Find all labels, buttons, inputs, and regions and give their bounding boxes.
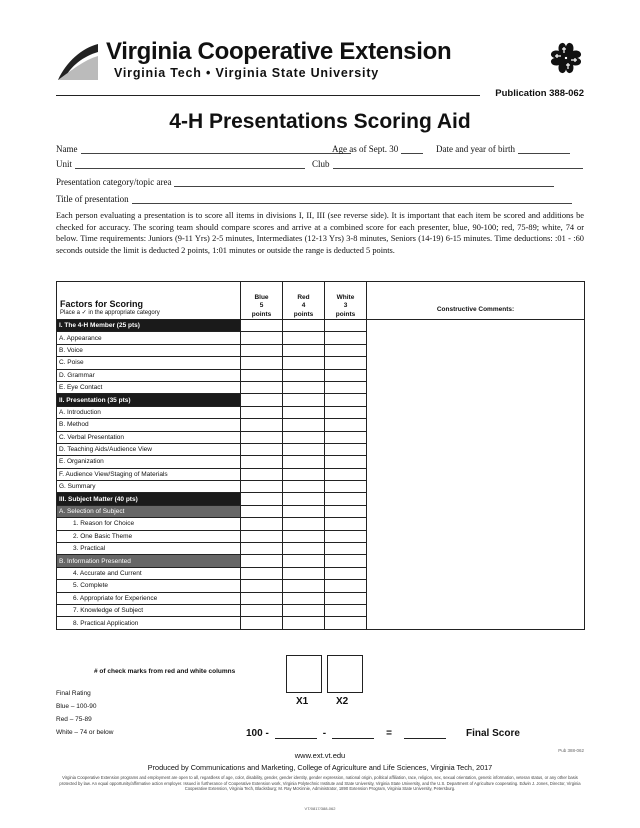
blue-check-cell[interactable] [241, 543, 283, 555]
age-field[interactable] [332, 144, 423, 154]
row-label: 3. Practical [57, 543, 241, 555]
red-check-cell[interactable] [283, 468, 325, 480]
blue-check-cell[interactable] [241, 456, 283, 468]
red-check-cell[interactable] [283, 617, 325, 629]
white-check-cell[interactable] [325, 580, 367, 592]
blue-check-cell[interactable] [241, 357, 283, 369]
rating-red: Red – 75-89 [56, 716, 92, 723]
final-rating-title: Final Rating [56, 690, 91, 697]
rating-white: White – 74 or below [56, 729, 114, 736]
final-score-label: Final Score [465, 728, 520, 739]
4h-clover-icon [548, 40, 584, 76]
white-check-cell[interactable] [325, 493, 367, 505]
row-label: III. Subject Matter (40 pts) [57, 493, 241, 505]
red-check-cell[interactable] [283, 419, 325, 431]
red-check-cell[interactable] [283, 394, 325, 406]
row-label: E. Organization [57, 456, 241, 468]
formula-minus: - [322, 728, 327, 739]
blue-label: Blue [254, 293, 269, 301]
white-check-cell[interactable] [325, 505, 367, 517]
white-check-cell[interactable] [325, 592, 367, 604]
unit-label: Unit [56, 159, 73, 169]
white-check-cell[interactable] [325, 381, 367, 393]
row-label: C. Poise [57, 357, 241, 369]
white-check-cell[interactable] [325, 543, 367, 555]
row-label: C. Verbal Presentation [57, 431, 241, 443]
category-field[interactable] [56, 177, 554, 187]
red-check-cell[interactable] [283, 518, 325, 530]
publication-number: Publication 388-062 [495, 88, 584, 99]
red-check-cell[interactable] [283, 369, 325, 381]
white-check-cell[interactable] [325, 604, 367, 616]
row-label: B. Voice [57, 344, 241, 356]
scoring-rows [57, 320, 585, 630]
factors-heading: Factors for Scoring [60, 299, 144, 309]
white-check-cell[interactable] [325, 419, 367, 431]
blue-check-cell[interactable] [241, 617, 283, 629]
formula-equals: = [386, 728, 392, 739]
unit-line[interactable] [75, 159, 305, 169]
blue-check-cell[interactable] [241, 567, 283, 579]
blue-check-cell[interactable] [241, 493, 283, 505]
row-label: 8. Practical Application [57, 617, 241, 629]
white-check-cell[interactable] [325, 468, 367, 480]
row-label: F. Audience View/Staging of Materials [57, 468, 241, 480]
blue-check-cell[interactable] [241, 344, 283, 356]
table-row [57, 320, 585, 332]
row-label: E. Eye Contact [57, 381, 241, 393]
club-line[interactable] [333, 159, 583, 169]
white-check-cell[interactable] [325, 530, 367, 542]
category-line[interactable] [174, 177, 554, 187]
dob-line[interactable] [518, 144, 570, 154]
row-label: A. Appearance [57, 332, 241, 344]
blue-check-cell[interactable] [241, 505, 283, 517]
white-column-header [325, 282, 367, 320]
white-points: 3 [343, 302, 348, 309]
white-check-cell[interactable] [325, 617, 367, 629]
produced-by-text: Produced by Communications and Marketing, College of Agriculture and Life Sciences, Virginia Tech, 2017 [147, 763, 493, 772]
org-name: Virginia Cooperative Extension [106, 38, 452, 65]
x2-label: X2 [336, 696, 349, 707]
title-field[interactable] [56, 194, 572, 204]
factors-subheading: Place a ✓ in the appropriate category [60, 309, 160, 316]
red-check-cell[interactable] [283, 320, 325, 332]
red-check-cell[interactable] [283, 357, 325, 369]
blue-column-header [241, 282, 283, 320]
red-check-cell[interactable] [283, 431, 325, 443]
blue-check-cell[interactable] [241, 394, 283, 406]
blue-check-cell[interactable] [241, 481, 283, 493]
document-title: 4-H Presentations Scoring Aid [169, 110, 471, 133]
score-formula [246, 728, 520, 739]
red-check-cell[interactable] [283, 344, 325, 356]
factors-header [57, 282, 241, 320]
white-check-cell[interactable] [325, 357, 367, 369]
red-column-header [283, 282, 325, 320]
vce-logo-swoosh-icon [56, 42, 100, 82]
row-label: B. Method [57, 419, 241, 431]
blue-check-cell[interactable] [241, 406, 283, 418]
row-label: II. Presentation (35 pts) [57, 394, 241, 406]
blue-check-cell[interactable] [241, 332, 283, 344]
row-label: D. Grammar [57, 369, 241, 381]
red-label: Red [297, 293, 310, 301]
club-field[interactable] [312, 159, 583, 169]
red-check-cell[interactable] [283, 481, 325, 493]
red-check-cell[interactable] [283, 406, 325, 418]
white-check-cell[interactable] [325, 431, 367, 443]
white-check-cell[interactable] [325, 369, 367, 381]
name-line[interactable] [81, 144, 351, 154]
row-label: B. Information Presented [57, 555, 241, 567]
white-check-cell[interactable] [325, 456, 367, 468]
white-check-cell[interactable] [325, 394, 367, 406]
x1-count-box[interactable] [286, 655, 322, 693]
red-check-cell[interactable] [283, 505, 325, 517]
red-check-cell[interactable] [283, 443, 325, 455]
row-label: 4. Accurate and Current [57, 567, 241, 579]
blue-points: 5 [259, 302, 264, 309]
row-label: 1. Reason for Choice [57, 518, 241, 530]
formula-blank-3[interactable] [404, 729, 446, 739]
blue-check-cell[interactable] [241, 320, 283, 332]
blue-points-label: points [251, 310, 272, 318]
footer-code: VT/0817/388-062 [304, 806, 336, 811]
row-label: G. Summary [57, 481, 241, 493]
blue-check-cell[interactable] [241, 580, 283, 592]
unit-field[interactable] [56, 159, 305, 169]
x2-count-box[interactable] [327, 655, 363, 693]
row-label: I. The 4-H Member (25 pts) [57, 320, 241, 332]
white-check-cell[interactable] [325, 481, 367, 493]
row-label: A. Selection of Subject [57, 505, 241, 517]
blue-check-cell[interactable] [241, 419, 283, 431]
blue-check-cell[interactable] [241, 592, 283, 604]
age-label: Age as of Sept. 30 [332, 144, 399, 154]
red-check-cell[interactable] [283, 381, 325, 393]
name-label: Name [56, 144, 78, 154]
white-check-cell[interactable] [325, 320, 367, 332]
header-rule [56, 95, 480, 96]
org-subtitle: Virginia Tech • Virginia State University [114, 66, 380, 80]
white-points-label: points [335, 310, 356, 318]
x1-label: X1 [296, 696, 309, 707]
presentation-title-label: Title of presentation [56, 194, 129, 204]
dob-field[interactable] [436, 144, 570, 154]
blue-check-cell[interactable] [241, 381, 283, 393]
white-check-cell[interactable] [325, 406, 367, 418]
blue-check-cell[interactable] [241, 555, 283, 567]
blue-check-cell[interactable] [241, 369, 283, 381]
row-label: 7. Knowledge of Subject [57, 604, 241, 616]
category-label: Presentation category/topic area [56, 177, 172, 187]
white-check-cell[interactable] [325, 567, 367, 579]
red-points-label: points [293, 310, 314, 318]
white-check-cell[interactable] [325, 443, 367, 455]
presentation-title-line[interactable] [132, 194, 572, 204]
red-check-cell[interactable] [283, 493, 325, 505]
blue-check-cell[interactable] [241, 518, 283, 530]
scoring-table [56, 281, 585, 630]
comments-area[interactable] [367, 320, 585, 630]
dob-label: Date and year of birth [436, 144, 515, 154]
instructions-text: Each person evaluating a presentation is to score all items in divisions I, II, III (see reverse side). It is important that each item be scored and additions be checked for accuracy. The scoring team should compare scores and arrive at a combined score for each presenter, blue, 90-100; red, 75-89; white, 74 or below. Time requirements: Juniors (9-11 Yrs) 2-5 minutes, Intermediates (12-13 Yrs) 3-8 minutes, Seniors (14-19) 6-15 minutes. Time deductions: :01 - :60 seconds outside the limit is deducted 2 points, 1:01 minutes or outside the range is deducted 5 points. [56, 211, 584, 255]
row-label: 2. One Basic Theme [57, 530, 241, 542]
blue-check-cell[interactable] [241, 443, 283, 455]
formula-blank-2[interactable] [332, 729, 374, 739]
red-check-cell[interactable] [283, 530, 325, 542]
disclaimer-text: Virginia Cooperative Extension programs and employment are open to all, regardless of age, color, disability, gender, gender identity, gender expression, national origin, political affiliation, race, religion, sex, sexual orientation, genetic information, veteran status, or any other basis protected by law. An equal opportunity/affirmative action employer. Issued in furtherance of Cooperative Extension work, Virginia Polytechnic Institute and State University, Virginia State University, and the U.S. Department of Agriculture cooperating. Edwin J. Jones, Director, Virginia Cooperative Extension, Virginia Tech, Blacksburg; M. Ray McKinnie, Administrator, 1890 Extension Program, Virginia State University, Petersburg. [59, 775, 581, 792]
red-check-cell[interactable] [283, 456, 325, 468]
red-check-cell[interactable] [283, 580, 325, 592]
red-check-cell[interactable] [283, 555, 325, 567]
formula-hundred: 100 - [246, 728, 269, 739]
red-check-cell[interactable] [283, 332, 325, 344]
red-points: 4 [301, 302, 306, 309]
check-count-label: # of check marks from red and white columns [94, 668, 236, 675]
white-check-cell[interactable] [325, 344, 367, 356]
age-line[interactable] [401, 144, 423, 154]
white-check-cell[interactable] [325, 332, 367, 344]
blue-check-cell[interactable] [241, 604, 283, 616]
row-label: 6. Appropriate for Experience [57, 592, 241, 604]
row-label: D. Teaching Aids/Audience View [57, 443, 241, 455]
blue-check-cell[interactable] [241, 530, 283, 542]
formula-blank-1[interactable] [275, 729, 317, 739]
white-label: White [336, 293, 355, 301]
website-link[interactable]: www.ext.vt.edu [294, 751, 346, 760]
red-check-cell[interactable] [283, 592, 325, 604]
blue-check-cell[interactable] [241, 468, 283, 480]
red-check-cell[interactable] [283, 543, 325, 555]
club-label: Club [312, 159, 330, 169]
rating-blue: Blue – 100-90 [56, 703, 97, 710]
red-check-cell[interactable] [283, 567, 325, 579]
white-check-cell[interactable] [325, 518, 367, 530]
row-label: 5. Complete [57, 580, 241, 592]
row-label: A. Introduction [57, 406, 241, 418]
comments-heading: Constructive Comments: [367, 282, 585, 320]
red-check-cell[interactable] [283, 604, 325, 616]
blue-check-cell[interactable] [241, 431, 283, 443]
footer-pub-code: Pub 388-062 [558, 748, 584, 753]
white-check-cell[interactable] [325, 555, 367, 567]
name-field[interactable] [56, 144, 351, 154]
